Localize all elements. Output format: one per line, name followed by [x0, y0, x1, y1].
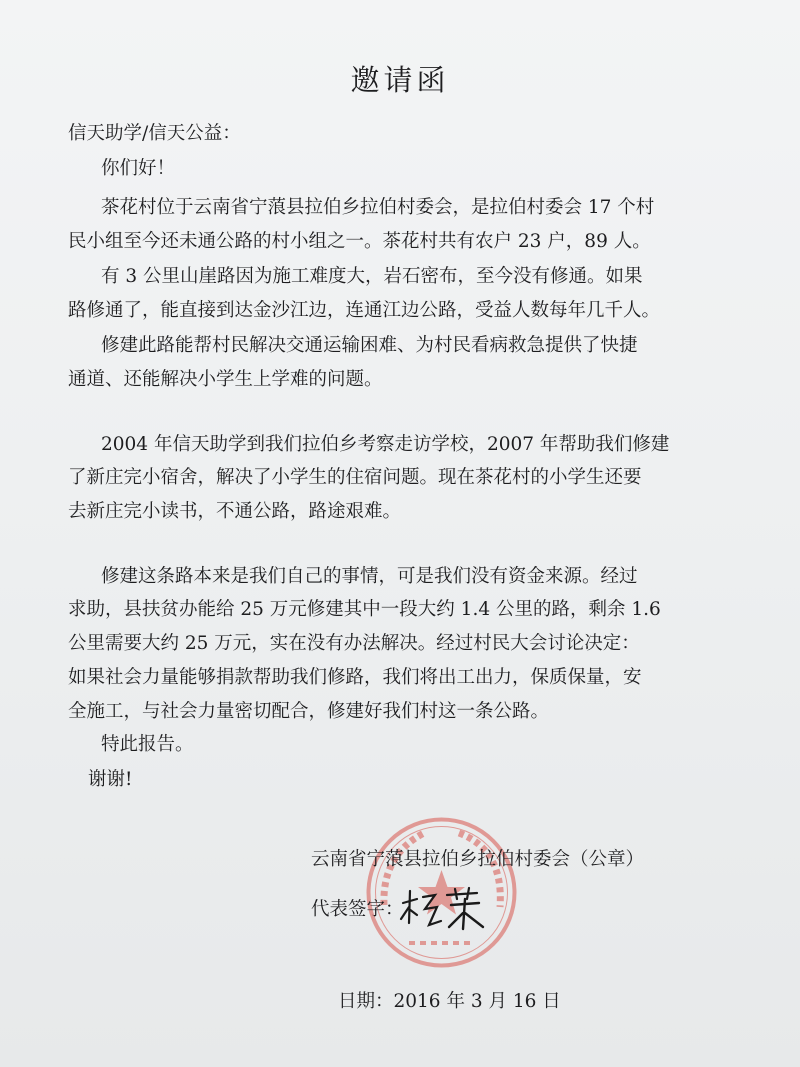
paragraph-2-line-2: 路修通了，能直接到达金沙江边，连通江边公路，受益人数每年几千人。 [68, 300, 661, 321]
paragraph-5-line-2: 求助，县扶贫办能给 25 万元修建其中一段大约 1.4 公里的路，剩余 1.6 [68, 599, 661, 620]
paragraph-3-line-1: 修建此路能帮村民解决交通运输困难、为村民看病救急提供了快捷 [101, 335, 638, 356]
paragraph-5-line-3: 公里需要大约 25 万元，实在没有办法解决。经过村民大会讨论决定： [68, 633, 640, 654]
report-line: 特此报告。 [101, 734, 194, 755]
organization-name: 云南省宁蒗县拉伯乡拉伯村委会（公章） [311, 849, 645, 870]
paragraph-1-line-2: 民小组至今还未通公路的村小组之一。茶花村共有农户 23 户，89 人。 [68, 231, 651, 252]
handwritten-signature [395, 885, 495, 935]
paragraph-3-line-2: 通道、还能解决小学生上学难的问题。 [68, 369, 383, 390]
letter-title: 邀请函 [350, 63, 450, 97]
paragraph-5-line-4: 如果社会力量能够捐款帮助我们修路，我们将出工出力，保质保量，安 [68, 667, 642, 688]
paragraph-5-line-1: 修建这条路本来是我们自己的事情，可是我们没有资金来源。经过 [101, 566, 638, 587]
salutation: 信天助学/信天公益： [68, 123, 241, 144]
paragraph-4-line-2: 了新庄完小宿舍，解决了小学生的住宿问题。现在茶花村的小学生还要 [68, 467, 642, 488]
paragraph-2-line-1: 有 3 公里山崖路因为施工难度大，岩石密布，至今没有修通。如果 [101, 266, 643, 287]
paragraph-4-line-3: 去新庄完小读书，不通公路，路途艰难。 [68, 501, 402, 522]
paragraph-1-line-1: 茶花村位于云南省宁蒗县拉伯乡拉伯村委会，是拉伯村委会 17 个村 [101, 197, 655, 218]
signature-label: 代表签字： [311, 899, 404, 920]
thanks-line: 谢谢! [88, 769, 133, 790]
date-line: 日期：2016 年 3 月 16 日 [338, 991, 561, 1012]
paragraph-5-line-5: 全施工，与社会力量密切配合，修建好我们村这一条公路。 [68, 701, 550, 722]
greeting: 你们好！ [101, 158, 176, 179]
paragraph-4-line-1: 2004 年信天助学到我们拉伯乡考察走访学校，2007 年帮助我们修建 [101, 434, 670, 455]
